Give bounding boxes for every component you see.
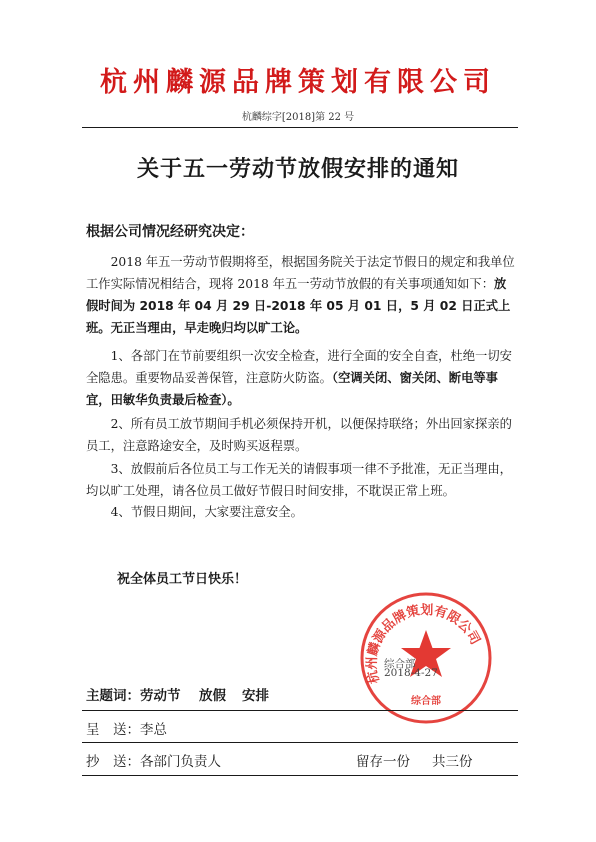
company-seal-stamp — [356, 588, 496, 728]
body-paragraph-item-1 — [86, 345, 518, 411]
body-paragraph-item-2 — [86, 413, 518, 457]
paragraph-text: 2018 年五一劳动节假期将至，根据国务院关于法定节假日的规定和我单位工作实际情况相结合，现将 2018 年五一劳动节放假的有关事项通知如下： — [86, 255, 515, 291]
lead-text: 根据公司情况经研究决定： — [86, 224, 254, 240]
paragraph-emphasis: 放假时间为 2018 年 04 月 29 日-2018 年 05 月 01 日，5 月 02 日正式上班。无正当理由，早走晚归均以旷工论。 — [86, 277, 511, 335]
keyword-item: 劳动节 — [140, 688, 181, 704]
body-paragraph-item-4 — [86, 501, 518, 523]
body-paragraph-item-3 — [86, 458, 518, 502]
keywords-label: 主题词： — [86, 688, 140, 704]
header-divider — [82, 127, 518, 128]
keyword-item: 安排 — [242, 688, 269, 704]
paragraph-text: 4、节假日期间，大家要注意安全。 — [110, 505, 303, 519]
seal-department: 综合部 — [384, 658, 416, 670]
keywords-divider — [82, 710, 518, 711]
document-number: 杭麟综字[2018]第 22 号 — [241, 112, 355, 123]
paragraph-text: 2、所有员工放节期间手机必须保持开机，以便保持联络；外出回家探亲的员工，注意路途安全，及时购买返程票。 — [86, 417, 512, 453]
company-name: 杭州麟源品牌策划有限公司 — [100, 67, 496, 98]
svg-text:综合部: 综合部 — [411, 696, 441, 707]
cheng-song-label: 呈 送： — [86, 722, 140, 738]
chao-song-row — [86, 750, 221, 770]
cheng-song-row — [86, 718, 167, 738]
paragraph-text: 3、放假前后各位员工与工作无关的请假事项一律不予批准，无正当理由，均以旷工处理，请各位员工做好节假日时间安排，不耽误正常上班。 — [86, 462, 512, 498]
seal-date: 2018-4-27 — [384, 667, 438, 679]
seal-ring-text: 杭州麟源品牌策划有限公司 — [364, 603, 483, 686]
copies-kept: 留存一份 — [356, 754, 410, 770]
cheng-song-value: 李总 — [140, 722, 167, 738]
paragraph-text: 1、各部门在节前要组织一次安全检查，进行全面的安全自查，杜绝一切安全隐患。重要物品妥善保管，注意防火防盗。 — [86, 349, 512, 385]
greeting: 祝全体员工节日快乐！ — [117, 572, 248, 587]
footer-divider — [82, 775, 518, 776]
copies-total: 共三份 — [432, 754, 473, 770]
distribution-divider — [82, 742, 518, 743]
chao-song-value: 各部门负责人 — [140, 754, 221, 770]
paragraph-emphasis: （空调关闭、窗关闭、断电等事宜，田敏华负责最后检查）。 — [86, 371, 498, 407]
body-paragraph-intro — [86, 251, 518, 339]
chao-song-label: 抄 送： — [86, 754, 140, 770]
page-title: 关于五一劳动节放假安排的通知 — [136, 157, 459, 182]
keyword-item: 放假 — [199, 688, 226, 704]
